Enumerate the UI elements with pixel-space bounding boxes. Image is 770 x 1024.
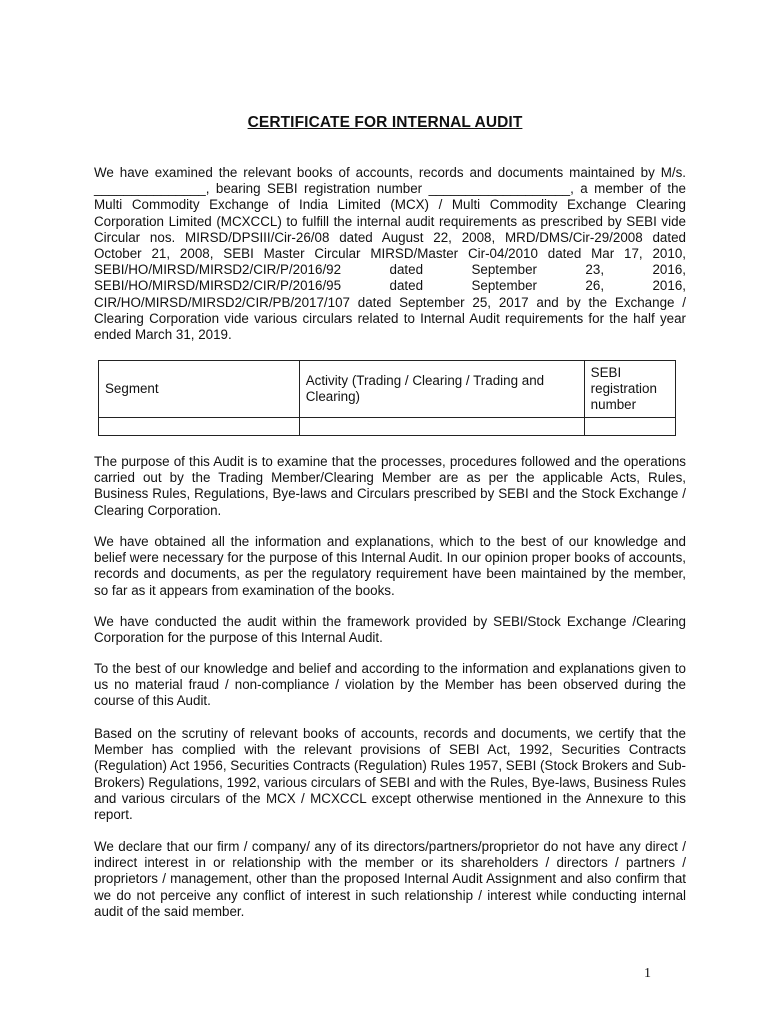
header-segment: Segment: [99, 361, 300, 418]
segment-table: [98, 360, 676, 436]
table-row: [99, 418, 676, 436]
intro-paragraph: We have examined the relevant books of accounts, records and documents maintained by M/s. _______________, bearing SEBI registration number ___________________, a member of the Multi Commodity Exchange of India Limited (MCX) / Multi Commodity Exchange Clearing Corporation Limited (MCXCCL) to fulfill the internal audit requirements as prescribed by SEBI vide Circular nos. MIRSD/DPSIII/Cir-26/08 dated August 22, 2008, MRD/DMS/Cir-29/2008 dated October 21, 2008, SEBI Master Circular MIRSD/Master Cir-04/2010 dated Mar 17, 2010, SEBI/HO/MIRSD/MIRSD2/CIR/P/2016/92 dated September 23, 2016, SEBI/HO/MIRSD/MIRSD2/CIR/P/2016/95 dated September 26, 2016, CIR/HO/MIRSD/MIRSD2/CIR/PB/2017/107 dated September 25, 2017 and by the Exchange / Clearing Corporation vide various circulars related to Internal Audit requirements for the half year ended March 31, 2019.: [94, 165, 686, 343]
header-activity: Activity (Trading / Clearing / Trading and Clearing): [299, 361, 584, 418]
page-number: 1: [644, 966, 651, 981]
cell-segment[interactable]: [99, 418, 300, 436]
cell-registration[interactable]: [584, 418, 675, 436]
information-paragraph: We have obtained all the information and explanations, which to the best of our knowledge and belief were necessary for the purpose of this Internal Audit. In our opinion proper books of accounts, records and documents, as per the regulatory requirement have been maintained by the member, so far as it appears from examination of the books.: [94, 534, 686, 598]
knowledge-paragraph: To the best of our knowledge and belief and according to the information and explanations given to us no material fraud / non-compliance / violation by the Member has been observed during the course of this Audit.: [94, 661, 686, 709]
framework-paragraph: We have conducted the audit within the framework provided by SEBI/Stock Exchange /Clearing Corporation for the purpose of this Internal Audit.: [94, 614, 686, 646]
purpose-paragraph: The purpose of this Audit is to examine that the processes, procedures followed and the operations carried out by the Trading Member/Clearing Member are as per the applicable Acts, Rules, Business Rules, Regulations, Bye-laws and Circulars prescribed by SEBI and the Stock Exchange / Clearing Corporation.: [94, 454, 686, 518]
declaration-paragraph: We declare that our firm / company/ any of its directors/partners/proprietor do not have any direct / indirect interest in or relationship with the member or its shareholders / directors / partners / proprietors / management, other than the proposed Internal Audit Assignment and also confirm that we do not perceive any conflict of interest in such relationship / interest while conducting internal audit of the said member.: [94, 839, 686, 919]
header-registration: SEBI registration number: [584, 361, 675, 418]
scrutiny-paragraph: Based on the scrutiny of relevant books of accounts, records and documents, we certify that the Member has complied with the relevant provisions of SEBI Act, 1992, Securities Contracts (Regulation) Act 1956, Securities Contracts (Regulation) Rules 1957, SEBI (Stock Brokers and Sub-Brokers) Regulations, 1992, various circulars of SEBI and with the Rules, Bye-laws, Business Rules and various circulars of the MCX / MCXCCL except otherwise mentioned in the Annexure to this report.: [94, 726, 686, 823]
certificate-title: CERTIFICATE FOR INTERNAL AUDIT: [247, 114, 523, 131]
table-header-row: [99, 361, 676, 418]
cell-activity[interactable]: [299, 418, 584, 436]
